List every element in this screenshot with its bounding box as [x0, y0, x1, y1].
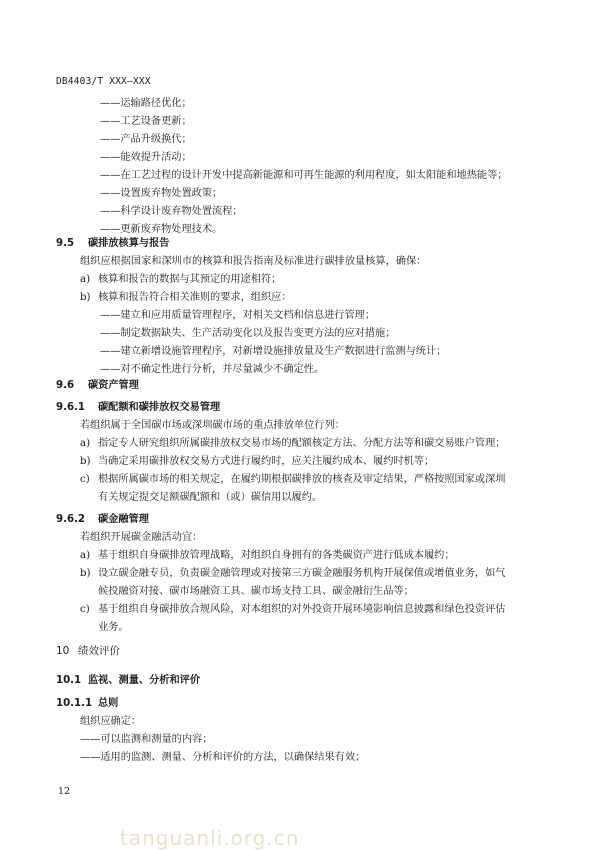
list-item: [80, 273, 540, 287]
item-label: c): [80, 604, 90, 615]
chapter-title: 绩效评价: [78, 645, 120, 657]
chapter-number: 10: [56, 645, 70, 657]
dash-item: ——建立新增设施管理程序，对新增设施排放量及生产数据进行监测与统计；: [100, 346, 447, 357]
item-text: 根据所属碳市场的相关规定，在履约期根据碳排放的核查及审定结果，严格按照国家或深圳: [98, 474, 506, 485]
list-item: [80, 567, 540, 581]
item-text: 基于组织自身碳排放管理战略，对组织自身拥有的各类碳资产进行低成本履约；: [98, 550, 455, 561]
section-heading-9-5: [56, 234, 170, 249]
dash-item: ——运输路径优化；: [100, 98, 192, 109]
item-text: 当确定采用碳排放权交易方式进行履约时，应关注履约成本、履约时机等；: [98, 456, 435, 467]
item-label: a): [80, 274, 91, 285]
section-heading-9-6: [56, 376, 139, 391]
item-text: 核算和报告的数据与其预定的用途相符；: [98, 274, 282, 285]
section-heading-10-1-1: [56, 694, 118, 709]
section-heading-9-6-1: [56, 398, 220, 413]
item-label: b): [80, 568, 91, 579]
item-label: a): [80, 438, 91, 449]
section-title: 碳排放核算与报告: [88, 238, 170, 249]
list-item: [80, 549, 540, 563]
section-number: 10.1: [56, 675, 82, 686]
dash-item: ——制定数据缺失、生产活动变化以及报告变更方法的应对措施；: [100, 328, 396, 339]
item-text: 设立碳金融专员，负责碳金融管理或对接第三方碳金融服务机构开展保值或增值业务，如气: [98, 568, 506, 579]
item-label: a): [80, 550, 91, 561]
list-item: [80, 455, 540, 469]
paragraph: 组织应根据国家和深圳市的核算和报告指南及标准进行碳排放量核算，确保：: [80, 256, 427, 267]
dash-item: ——能效提升活动；: [100, 152, 192, 163]
dash-item: ——更新废弃物处理技术。: [100, 224, 223, 235]
chapter-heading-10: [56, 643, 120, 658]
dash-item: ——产品升级换代；: [100, 134, 192, 145]
dash-item: ——工艺设备更新；: [100, 116, 192, 127]
item-label: b): [80, 456, 91, 467]
section-title: 碳资产管理: [88, 380, 139, 391]
section-title: 监视、测量、分析和评价: [88, 675, 201, 686]
dash-item: ——科学设计废弃物处置流程；: [100, 206, 243, 217]
page-number: 12: [58, 786, 71, 797]
section-title: 碳金融管理: [98, 514, 149, 525]
section-number: 9.6.2: [56, 514, 86, 525]
watermark: tanguanli.org.cn: [120, 826, 300, 850]
paragraph: 若组织开展碳金融活动宜：: [80, 532, 203, 543]
item-text-continued: 业务。: [98, 622, 129, 633]
dash-item: ——适用的监测、测量、分析和评价的方法，以确保结果有效；: [80, 752, 366, 763]
item-label: b): [80, 292, 91, 303]
dash-item: ——设置废弃物处置政策；: [100, 188, 223, 199]
list-item: [80, 473, 540, 487]
item-label: c): [80, 474, 90, 485]
section-title: 总则: [98, 698, 119, 709]
dash-item: ——建立和应用质量管理程序，对相关文档和信息进行管理；: [100, 310, 376, 321]
dash-item: ——在工艺过程的设计开发中提高新能源和可再生能源的利用程度，如太阳能和地热能等；: [100, 170, 508, 181]
item-text: 核算和报告符合相关准则的要求，组织应：: [98, 292, 292, 303]
section-number: 10.1.1: [56, 698, 93, 709]
item-text: 指定专人研究组织所属碳排放权交易市场的配额核定方法、分配方法等和碳交易账户管理；: [98, 438, 506, 449]
item-text-continued: 候投融资对接、碳市场融资工具、碳市场支持工具、碳金融衍生品等；: [98, 586, 414, 597]
paragraph: 组织应确定：: [80, 716, 142, 727]
item-text-continued: 有关规定提交足额碳配额和（或）碳信用以履约。: [98, 492, 323, 503]
list-item: [80, 437, 540, 451]
document-id: DB4403/T XXX—XXX: [56, 76, 151, 87]
section-title: 碳配额和碳排放权交易管理: [98, 402, 221, 413]
list-item: [80, 291, 540, 305]
section-number: 9.5: [56, 238, 75, 249]
section-heading-9-6-2: [56, 510, 149, 525]
section-heading-10-1: [56, 671, 200, 686]
dash-item: ——可以监测和测量的内容；: [80, 734, 213, 745]
list-item: [80, 603, 540, 617]
section-number: 9.6: [56, 380, 75, 391]
dash-item: ——对不确定性进行分析，并尽量减少不确定性。: [100, 364, 325, 375]
section-number: 9.6.1: [56, 402, 86, 413]
paragraph: 若组织属于全国碳市场或深圳碳市场的重点排放单位行列：: [80, 420, 345, 431]
item-text: 基于组织自身碳排放合规风险，对本组织的对外投资开展环境影响信息披露和绿色投资评估: [98, 604, 506, 615]
